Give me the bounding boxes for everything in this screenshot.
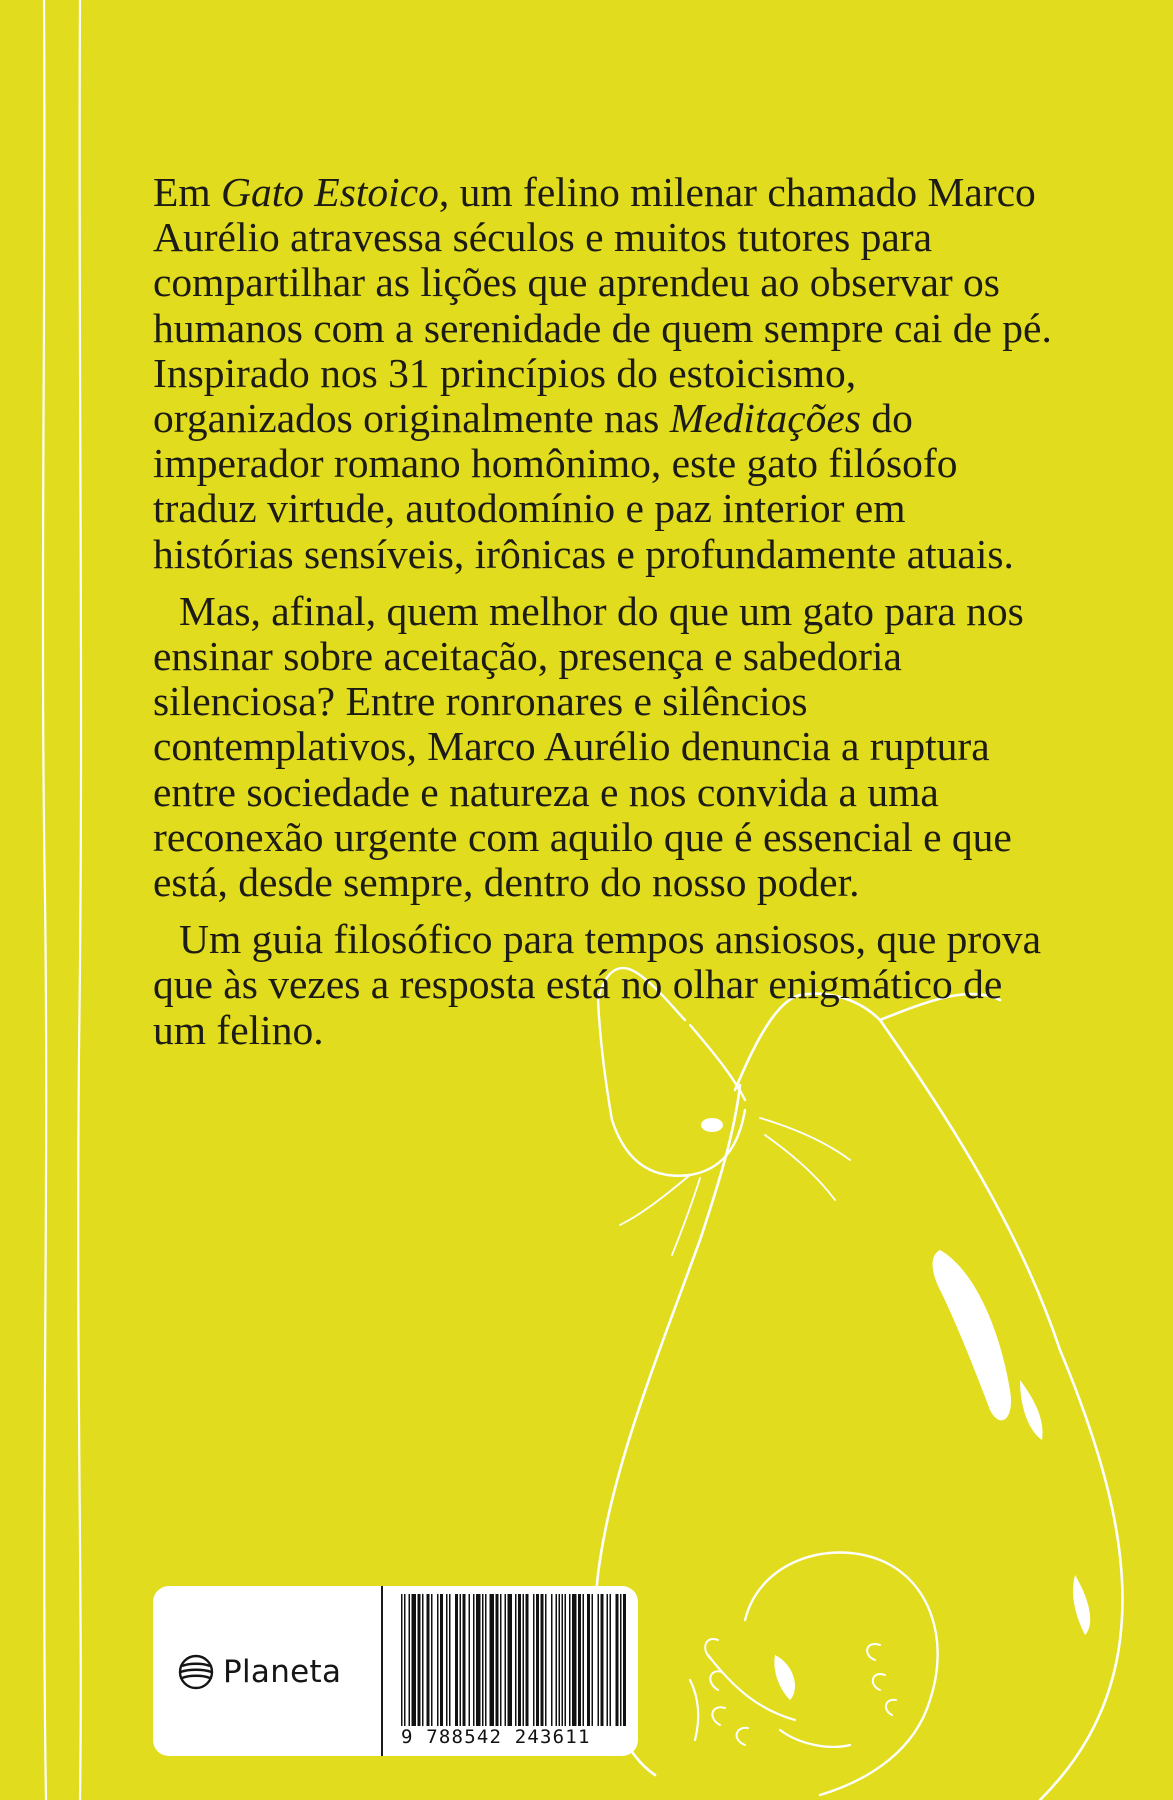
barcode-bar [485, 1594, 487, 1726]
barcode-bar [508, 1594, 513, 1726]
barcode-bar [418, 1594, 421, 1726]
book-title-italic: Gato Estoico [221, 169, 439, 215]
barcode-bar [449, 1594, 451, 1726]
barcode-bar [440, 1594, 443, 1726]
barcode-bar [545, 1594, 547, 1726]
barcode-bar [476, 1594, 481, 1726]
barcode-bar [526, 1594, 529, 1726]
work-title-italic: Meditações [669, 395, 861, 442]
barcode-bar [598, 1594, 600, 1726]
barcode-bar [562, 1594, 564, 1726]
barcode-bar [469, 1594, 471, 1726]
barcode-bar [422, 1594, 424, 1726]
barcode-bar [583, 1594, 585, 1726]
barcode-bar [473, 1594, 475, 1726]
synopsis-paragraph-1 [153, 170, 1053, 577]
barcode-bar [533, 1594, 535, 1726]
barcode-bar [401, 1594, 403, 1726]
barcode-bar [431, 1594, 433, 1726]
barcode-bar [559, 1594, 561, 1726]
barcode-bar [601, 1594, 604, 1726]
planeta-globe-icon [177, 1653, 215, 1691]
synopsis-text-run: do imperador romano homônimo, este gato filósofo traduz virtude, autodomínio e paz interior em histórias sensíveis, irônicas e profundamente atuais. [153, 395, 1014, 577]
barcode-bar [515, 1594, 517, 1726]
barcode-bar [623, 1594, 626, 1726]
barcode-bar [592, 1594, 594, 1726]
isbn-barcode [401, 1594, 626, 1726]
barcode-bar [455, 1594, 458, 1726]
synopsis-text-run: Em [153, 169, 222, 215]
synopsis-text [153, 170, 1053, 1065]
barcode-bar [569, 1594, 571, 1726]
barcode-bar [437, 1594, 439, 1726]
barcode-bar [616, 1594, 619, 1726]
barcode-bar [490, 1594, 495, 1726]
barcode-bar [572, 1594, 577, 1726]
barcode-bar [446, 1594, 448, 1726]
barcode-bar [496, 1594, 499, 1726]
synopsis-paragraph-3: Um guia filosófico para tempos ansiosos, que prova que às vezes a resposta está no olhar enigmático de um felino. [153, 916, 1042, 1053]
barcode-bar [620, 1594, 622, 1726]
barcode-bar [482, 1594, 484, 1726]
barcode-bar [551, 1594, 553, 1726]
publisher-logo [177, 1646, 341, 1698]
barcode-bar [536, 1594, 539, 1726]
isbn-number: 9 788542 243611 [401, 1726, 591, 1748]
barcode-bar [610, 1594, 612, 1726]
barcode-bar [607, 1594, 609, 1726]
barcode-bar [409, 1594, 411, 1726]
barcode-bar [556, 1594, 558, 1726]
barcode-bar [505, 1594, 507, 1726]
barcode-bar [565, 1594, 567, 1726]
publisher-name: Planeta [223, 1654, 342, 1690]
synopsis-paragraph-2: Mas, afinal, quem melhor do que um gato para nos ensinar sobre aceitação, presença e sabedoria silenciosa? Entre ronronares e silêncios contemplativos, Marco Aurélio denuncia a ruptura entre sociedade e natureza e nos convida a uma reconexão urgente com aquilo que é essencial e que está, desde sempre, dentro do nosso poder. [153, 587, 1024, 906]
barcode-bar [460, 1594, 462, 1726]
barcode-bar [578, 1594, 581, 1726]
barcode-bar [427, 1594, 430, 1726]
barcode-bar [523, 1594, 525, 1726]
synopsis-text-run: , um felino milenar chamado Marco Aurélio atravessa séculos e muitos tutores para compartilhar as lições que aprendeu ao observar os humanos com a serenidade de quem sempre cai de pé. Inspirado nos 31 princípios do estoicismo, organizados originalmente nas [153, 169, 1052, 442]
barcode-bar [463, 1594, 466, 1726]
barcode-bar [518, 1594, 521, 1726]
barcode-bar [412, 1594, 417, 1726]
panel-divider [381, 1586, 383, 1756]
barcode-bar [541, 1594, 544, 1726]
barcode-bar [500, 1594, 502, 1726]
barcode-bar [404, 1594, 406, 1726]
barcode-bar [587, 1594, 590, 1726]
barcode-panel [153, 1586, 638, 1756]
